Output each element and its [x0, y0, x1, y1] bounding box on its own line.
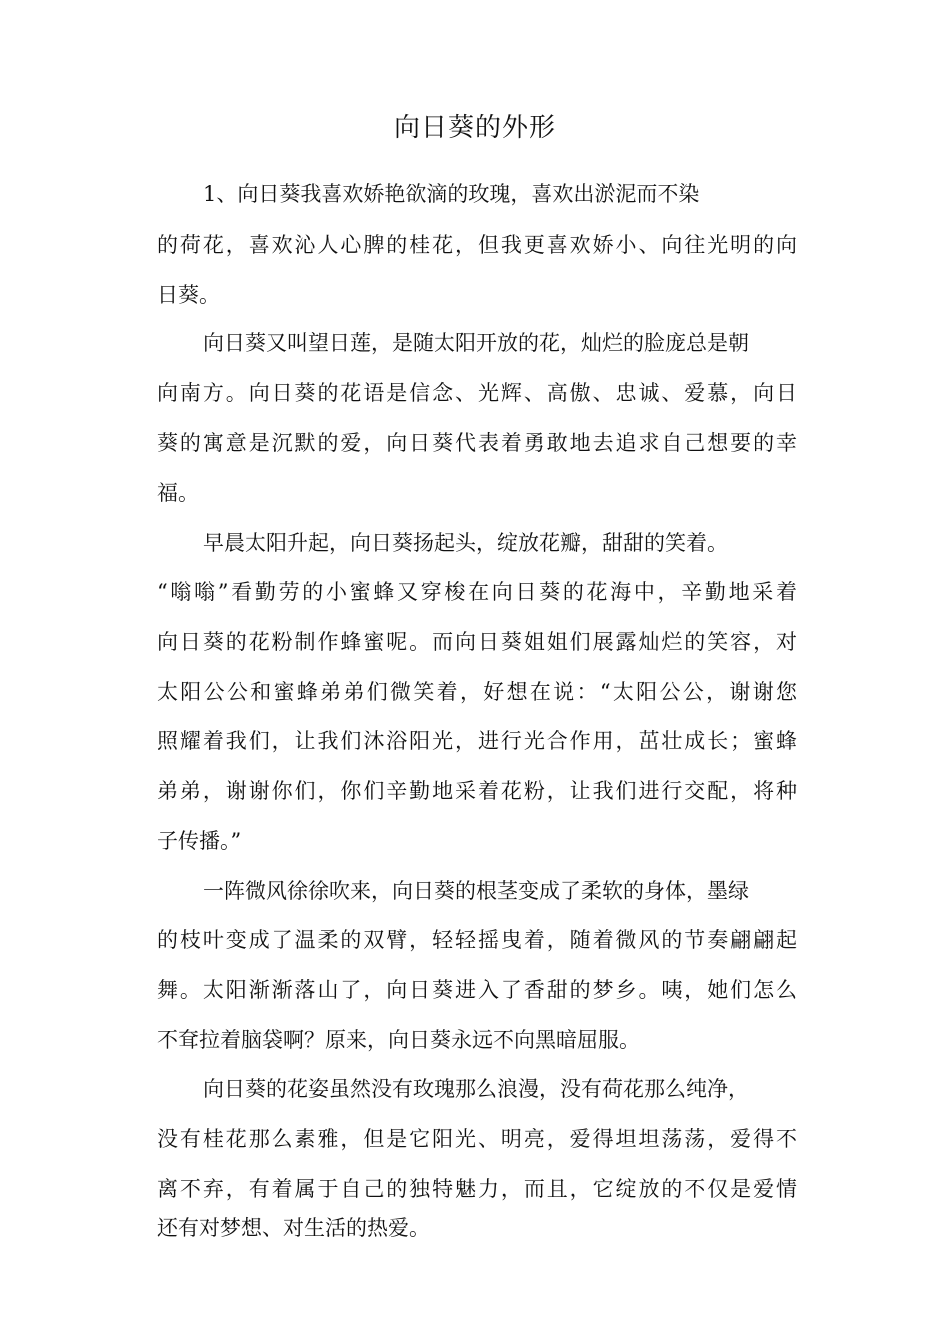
paragraph-2-line-2: 向南方。向日葵的花语是信念、光辉、高傲、忠诚、爱慕，向日	[157, 381, 797, 405]
paragraph-5-line-3: 离不弃，有着属于自己的独特魅力，而且，它绽放的不仅是爱情	[157, 1177, 797, 1201]
paragraph-1-line-2: 的荷花，喜欢沁人心脾的桂花，但我更喜欢娇小、向往光明的向	[157, 233, 797, 257]
document-title: 向日葵的外形	[393, 113, 556, 143]
paragraph-5-line-2: 没有桂花那么素雅，但是它阳光、明亮，爱得坦坦荡荡，爱得不	[157, 1127, 797, 1151]
paragraph-4-line-1: 一阵微风徐徐吹来，向日葵的根茎变成了柔软的身体，墨绿	[203, 879, 749, 903]
paragraph-3-line-2: “嗡嗡”看勤劳的小蜜蜂又穿梭在向日葵的花海中，辛勤地采着	[157, 580, 797, 604]
paragraph-4-line-3: 舞。太阳渐渐落山了，向日葵进入了香甜的梦乡。咦，她们怎么	[157, 978, 797, 1002]
paragraph-1-line-3: 日葵。	[157, 283, 220, 307]
paragraph-2-line-3: 葵的寓意是沉默的爱，向日葵代表着勇敢地去追求自己想要的幸	[157, 431, 797, 455]
paragraph-3-line-3: 向日葵的花粉制作蜂蜜呢。而向日葵姐姐们展露灿烂的笑容，对	[157, 630, 797, 654]
paragraph-5-line-4: 还有对梦想、对生活的热爱。	[157, 1216, 430, 1240]
paragraph-5-line-1: 向日葵的花姿虽然没有玫瑰那么浪漫，没有荷花那么纯净，	[203, 1077, 749, 1101]
paragraph-2-line-4: 福。	[157, 481, 199, 505]
paragraph-1-line-1: 1、向日葵我喜欢娇艳欲滴的玫瑰，喜欢出淤泥而不染	[203, 182, 700, 206]
paragraph-3-line-4: 太阳公公和蜜蜂弟弟们微笑着，好想在说：“太阳公公，谢谢您	[157, 680, 797, 704]
paragraph-3-line-5: 照耀着我们，让我们沐浴阳光，进行光合作用，茁壮成长；蜜蜂	[157, 729, 797, 753]
paragraph-3-line-1: 早晨太阳升起，向日葵扬起头，绽放花瓣，甜甜的笑着。	[203, 531, 728, 555]
paragraph-4-line-4: 不耷拉着脑袋啊？原来，向日葵永远不向黑暗屈服。	[157, 1028, 640, 1052]
paragraph-3-line-7: 子传播。”	[157, 829, 242, 853]
paragraph-4-line-2: 的枝叶变成了温柔的双臂，轻轻摇曳着，随着微风的节奏翩翩起	[157, 928, 797, 952]
paragraph-3-line-6: 弟弟，谢谢你们，你们辛勤地采着花粉，让我们进行交配，将种	[157, 779, 797, 803]
paragraph-2-line-1: 向日葵又叫望日莲，是随太阳开放的花，灿烂的脸庞总是朝	[203, 331, 749, 355]
